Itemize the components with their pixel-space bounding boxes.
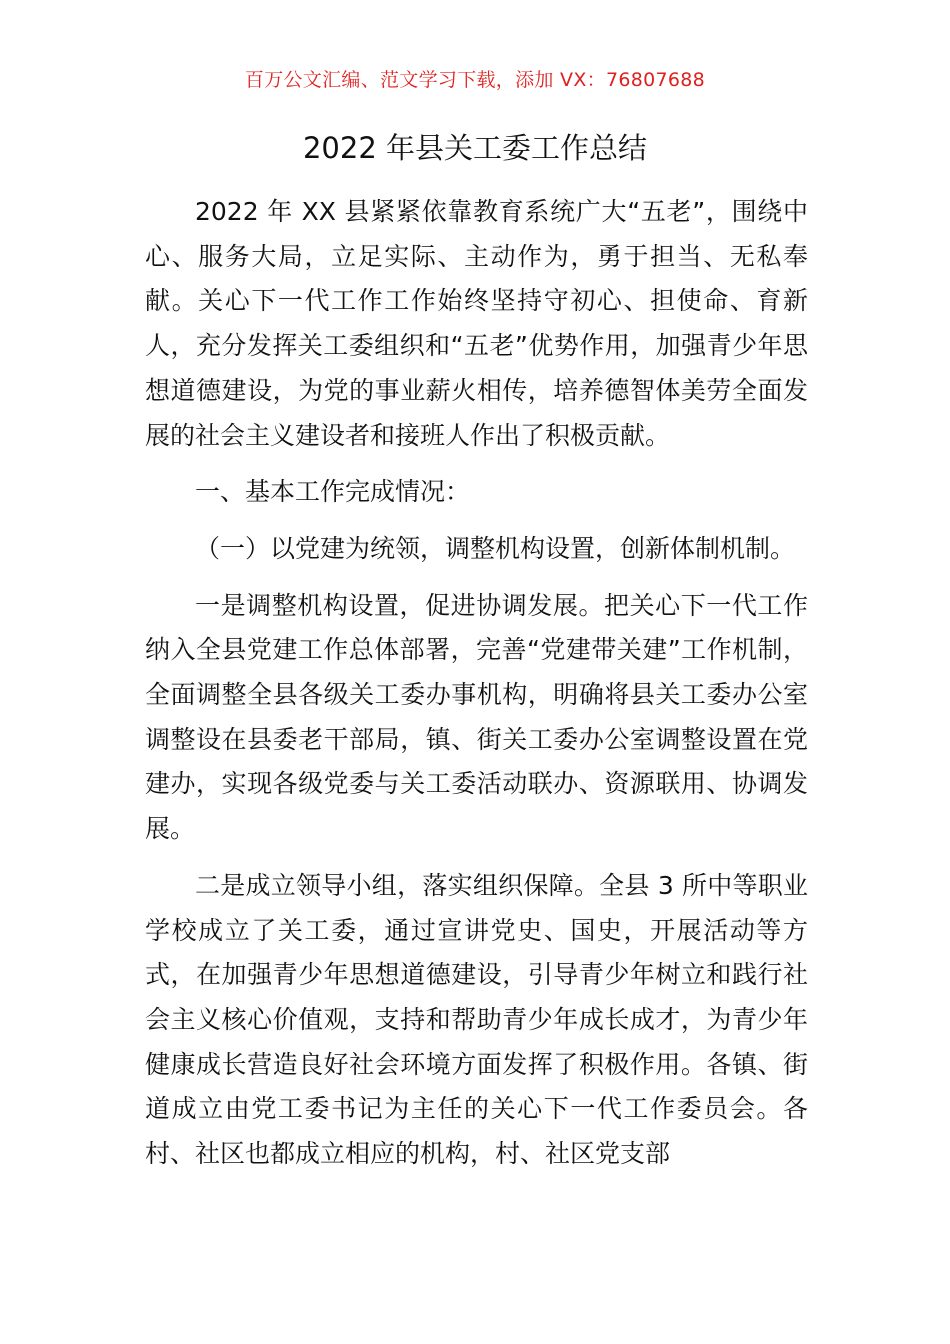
document-title: 2022 年县关工委工作总结 [302,131,648,165]
paragraph-leadership-group: 二是成立领导小组，落实组织保障。全县 3 所中等职业学校成立了关工委，通过宣讲党史、国史，开展活动等方式，在加强青少年思想道德建设，引导青少年树立和践行社会主义核心价值观，支持和帮助青少年成长成才，为青少年健康成长营造良好社会环境方面发挥了积极作用。各镇、街道成立由党工委书记为主任的关心下一代工作委员会。各村、社区也都成立相应的机构，村、社区党支部 [145,870,808,1169]
document-body [145,190,808,1177]
section-heading-basic-work: 一、基本工作完成情况： [195,477,471,507]
paragraph-adjust-structure: 一是调整机构设置，促进协调发展。把关心下一代工作纳入全县党建工作总体部署，完善“党建带关建”工作机制，全面调整全县各级关工委办事机构，明确将县关工委办公室调整设在县委老干部局，镇、街关工委办公室调整设置在党建办，实现各级党委与关工委活动联办、资源联用、协调发展。 [145,590,808,844]
paragraph-intro: 2022 年 XX 县紧紧依靠教育系统广大“五老”，围绕中心、服务大局，立足实际、主动作为，勇于担当、无私奉献。关心下一代工作工作始终坚持守初心、担使命、育新人，充分发挥关工委组织和“五老”优势作用，加强青少年思想道德建设，为党的事业薪火相传，培养德智体美劳全面发展的社会主义建设者和接班人作出了积极贡献。 [145,197,808,450]
header-banner: 百万公文汇编、范文学习下载，添加 VX：76807688 [244,69,706,91]
subsection-heading-party-building: （一）以党建为统领，调整机构设置，创新体制机制。 [195,533,796,563]
